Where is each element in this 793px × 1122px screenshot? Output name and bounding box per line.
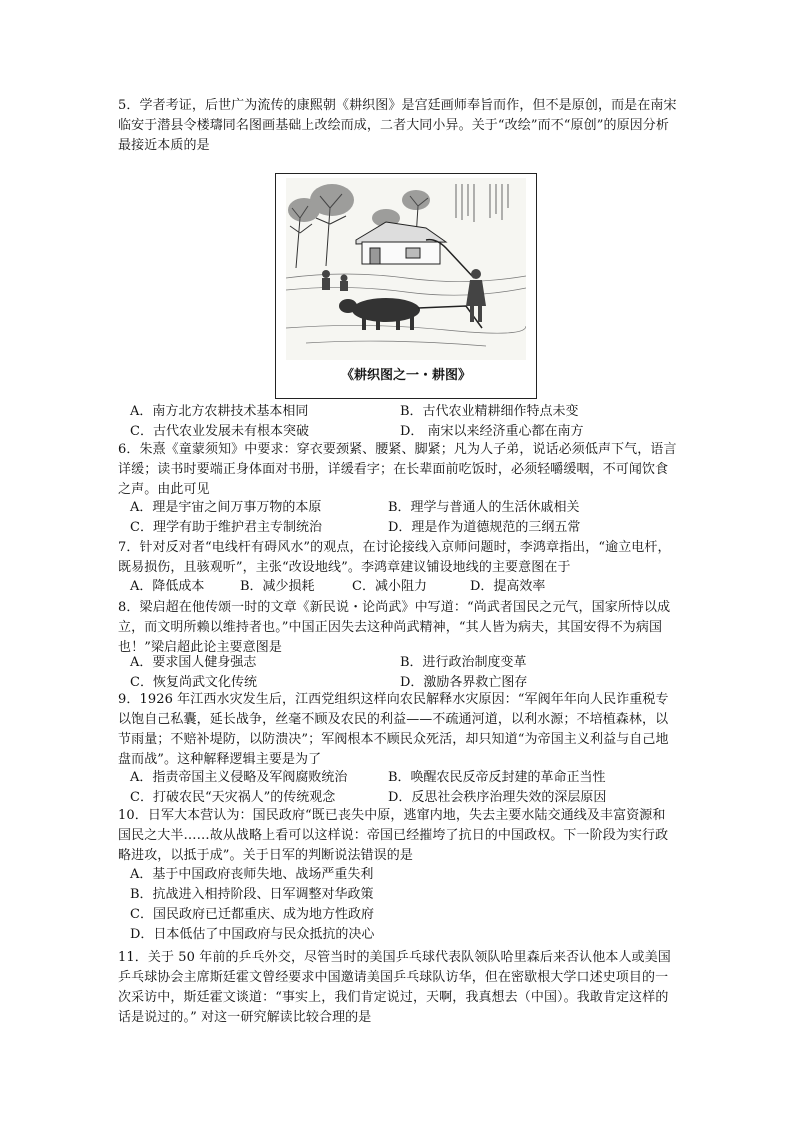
- q7-option-d[interactable]: D．提高效率: [470, 579, 546, 594]
- question-10-stem: 10．日军大本营认为：国民政府“既已丧失中原，逃窜内地，失去主要水陆交通线及丰富资源和国民之大半……故从战略上看可以这样说：帝国已经摧垮了抗日的中国政权。下一阶段为实行政略进攻，以抵于成”。关于日军的判断说法错误的是: [118, 808, 669, 863]
- figure-caption: 《耕织图之一・耕图》: [340, 368, 471, 383]
- q8-option-b[interactable]: B．进行政治制度变革: [400, 655, 527, 670]
- q5-option-a[interactable]: A．南方北方农耕技术基本相同: [130, 404, 309, 419]
- gengzhi-figure: [275, 173, 537, 399]
- q5-option-b[interactable]: B．古代农业精耕细作特点未变: [400, 404, 579, 419]
- q6-option-d[interactable]: D．理是作为道德规范的三纲五常: [388, 520, 581, 535]
- question-8-options: [130, 653, 690, 693]
- farming-illustration: [286, 178, 526, 360]
- q10-option-b[interactable]: B．抗战进入相持阶段、日军调整对华政策: [130, 887, 374, 902]
- q7-option-b[interactable]: B．减少损耗: [240, 579, 315, 594]
- q8-option-c[interactable]: C．恢复尚武文化传统: [130, 675, 257, 690]
- question-11-stem: 11．关于 50 年前的乒乓外交，尽管当时的美国乒乓球代表队领队哈里森后来否认他本人或美国乒乓球协会主席斯廷霍文曾经要求中国邀请美国乒乓球队访华，但在密歇根大学口述史项目的一次采访中，斯廷霍文谈道：“事实上，我们肯定说过，天啊，我真想去（中国）。我敢肯定这样的话是说过的。” 对这一研究解读比较合理的是: [118, 950, 671, 1025]
- q9-option-a[interactable]: A．指责帝国主义侵略及军阀腐败统治: [130, 770, 348, 785]
- question-8-stem: 8．梁启超在他传颂一时的文章《新民说・论尚武》中写道：“尚武者国民之元气，国家所恃以成立，而文明所赖以维持者也。”中国正因失去这种尚武精神，“其人皆为病夫，其国安得不为病国也！”梁启超此论主要意图是: [118, 600, 671, 655]
- question-9-stem: 9．1926 年江西水灾发生后，江西党组织这样向农民解释水灾原因：“军阀年年向人民诈重税专以饱自己私囊，延长战争，丝毫不顾及农民的利益——不疏通河道，以利水源；不培植森林，以节雨量；不赔补堤防，以防溃决”；军阀根本不顾民众死活，却只知道“为帝国主义利益与自己地盘而战”。这种解释逻辑主要是为了: [118, 692, 669, 767]
- q7-option-a[interactable]: A．降低成本: [130, 579, 205, 594]
- question-10-options: [130, 865, 690, 945]
- q6-option-a[interactable]: A．理是宇宙之间万事万物的本原: [130, 500, 322, 515]
- question-7-stem: 7．针对反对者“电线杆有碍风水”的观点，在讨论接线入京师问题时，李鸿章指出，“逾立电杆，既易损伤，且骇观听”，主张“改设地线”。李鸿章建议铺设地线的主要意图在于: [118, 540, 671, 575]
- q7-option-c[interactable]: C．减小阻力: [352, 579, 427, 594]
- q10-option-d[interactable]: D．日本低估了中国政府与民众抵抗的决心: [130, 927, 375, 942]
- question-9-options: [130, 768, 690, 808]
- q8-option-a[interactable]: A．要求国人健身强志: [130, 655, 257, 670]
- q10-option-a[interactable]: A．基于中国政府丧师失地、战场严重失利: [130, 867, 374, 882]
- question-6-options: [130, 498, 690, 538]
- q9-option-b[interactable]: B．唤醒农民反帝反封建的革命正当性: [388, 770, 606, 785]
- question-6-stem: 6．朱熹《童蒙须知》中要求：穿衣要颈紧、腰紧、脚紧；凡为人子弟，说话必须低声下气，语言详缓；读书时要端正身体面对书册，详缓看字；在长辈面前吃饭时，必须轻嚼缓咽，不可闻饮食之声。由此可见: [118, 442, 677, 497]
- q9-option-c[interactable]: C．打破农民“天灾祸人”的传统观念: [130, 790, 336, 805]
- q10-option-c[interactable]: C．国民政府已迁都重庆、成为地方性政府: [130, 907, 374, 922]
- question-5-options: [130, 402, 690, 442]
- q6-option-c[interactable]: C．理学有助于维护君主专制统治: [130, 520, 322, 535]
- question-7-options: [130, 577, 690, 597]
- q5-option-c[interactable]: C．古代农业发展未有根本突破: [130, 424, 309, 439]
- question-5-stem: 5．学者考证，后世广为流传的康熙朝《耕织图》是宫廷画师奉旨而作，但不是原创，而是在南宋临安于潜县令楼璹同名图画基础上改绘而成，二者大同小异。关于“改绘”而不“原创”的原因分析最接近本质的是: [118, 98, 677, 153]
- q9-option-d[interactable]: D．反思社会秩序治理失效的深层原因: [388, 790, 607, 805]
- q6-option-b[interactable]: B．理学与普通人的生活休戚相关: [388, 500, 580, 515]
- q5-option-d[interactable]: D． 南宋以来经济重心都在南方: [400, 424, 584, 439]
- q8-option-d[interactable]: D．激励各界救亡图存: [400, 675, 528, 690]
